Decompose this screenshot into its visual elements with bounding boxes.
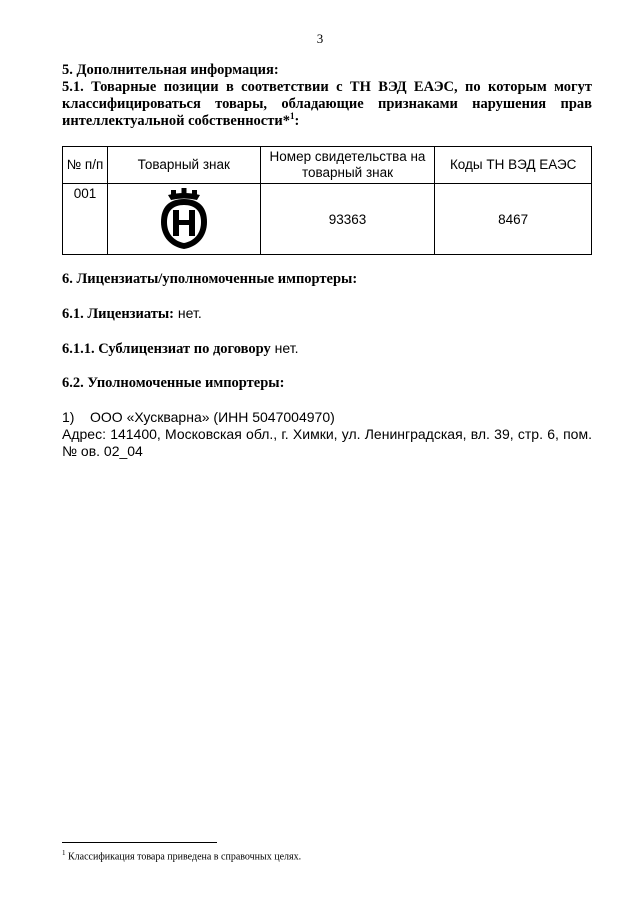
importer-name: ООО «Хускварна» (ИНН 5047004970): [90, 409, 335, 425]
footnote-marker: 1: [62, 849, 66, 857]
section-6-1-1-label: 6.1.1. Сублицензиат по договору: [62, 341, 271, 357]
section-6-2-title: 6.2. Уполномоченные импортеры:: [62, 375, 285, 391]
section-5-1-colon: :: [294, 113, 300, 129]
section-6-1-1-value: нет.: [270, 340, 299, 356]
section-6-1-1: [62, 340, 592, 358]
footnote-text: Классификация товара приведена в справочных целях.: [68, 851, 302, 863]
importer-number: 1): [62, 409, 75, 425]
section-6-title: 6. Лицензиаты/уполномоченные импортеры:: [62, 271, 358, 287]
importer-address: Адрес: 141400, Московская обл., г. Химки, ул. Ленинградская, вл. 39, стр. 6, пом. № ов. 02_04: [62, 426, 592, 459]
footnote-divider: [62, 842, 217, 843]
header-certificate: Номер свидетельства на товарный знак: [260, 147, 435, 184]
footnote-ref: 1: [289, 111, 295, 122]
header-trademark: Товарный знак: [107, 147, 260, 184]
header-codes: Коды ТН ВЭД ЕАЭС: [435, 147, 592, 184]
section-6-1-label: 6.1. Лицензиаты:: [62, 306, 175, 322]
section-6-1: [62, 305, 592, 323]
row-num: 001: [63, 184, 108, 255]
husqvarna-logo-icon: [157, 188, 211, 250]
table-row: [63, 184, 592, 255]
footnote: [62, 849, 301, 862]
section-5-1-text: 5.1. Товарные позиции в соответствии с ТН ВЭД ЕАЭС, по которым могут классифицироваться товары, обладающие признаками нарушения прав интеллектуальной собственности*: [62, 79, 592, 129]
goods-table: [62, 146, 592, 255]
document-body: [62, 62, 592, 460]
section-6-1-value: нет.: [174, 305, 202, 321]
certificate-number: 93363: [260, 184, 435, 255]
section-5-title: 5. Дополнительная информация:: [62, 62, 279, 78]
trademark-cell: [107, 184, 260, 255]
table-header-row: [63, 147, 592, 184]
tn-ved-code: 8467: [435, 184, 592, 255]
header-num: № п/п: [63, 147, 108, 184]
page-number: 3: [316, 31, 324, 46]
section-5-1-heading: [62, 79, 592, 130]
importer-line: [62, 409, 592, 426]
